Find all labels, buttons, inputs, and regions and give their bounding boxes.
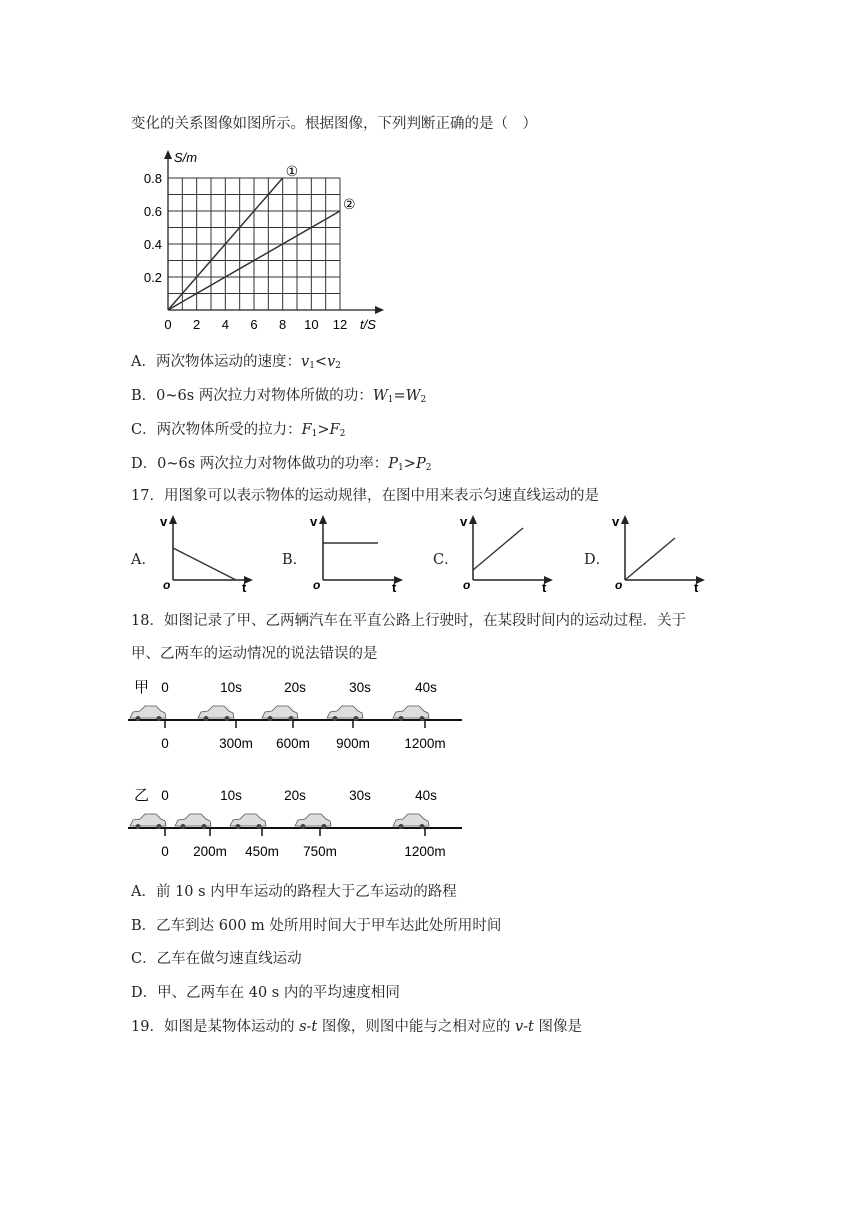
option-18-c: C．乙车在做匀速直线运动 (131, 951, 302, 967)
v-axis-arrow (169, 515, 177, 524)
distance-label: 0 (161, 736, 169, 751)
origin-label: o (615, 578, 623, 592)
time-label: 30s (349, 680, 371, 695)
x-tick-label: 12 (332, 317, 348, 332)
origin-label: o (163, 578, 171, 592)
car-icon (393, 706, 429, 721)
t-axis-label: t (542, 580, 547, 592)
time-label: 10s (220, 788, 242, 803)
car-icon (327, 706, 363, 721)
option-17-a-label: A． (131, 552, 156, 568)
y-tick-label: 0.2 (143, 270, 162, 285)
distance-label: 600m (276, 736, 310, 751)
x-tick-label: 0 (164, 317, 172, 332)
car-icon (393, 814, 429, 829)
graph-line (173, 548, 236, 580)
v-axis-arrow (621, 515, 629, 524)
car-icon (295, 814, 331, 829)
x-tick-label: 10 (304, 317, 319, 332)
question-18-line2: 甲、乙两车的运动情况的说法错误的是 (131, 646, 378, 662)
option-16-d: D．0~6s 两次拉力对物体做功的功率：$P_1>P_2$ (131, 456, 432, 473)
v-axis-label: v (310, 514, 318, 529)
car-icon (230, 814, 266, 829)
origin-label: o (463, 578, 471, 592)
option-18-a: A．前 10 s 内甲车运动的路程大于乙车运动的路程 (131, 884, 457, 900)
distance-label: 1200m (404, 736, 446, 751)
y-tick-label: 0.4 (143, 237, 162, 252)
question-17-stem: 17．用图象可以表示物体的运动规律，在图中用来表示匀速直线运动的是 (131, 488, 599, 504)
graph-line (473, 528, 523, 570)
distance-label: 0 (161, 844, 169, 859)
y-axis-arrow (164, 150, 172, 159)
time-label: 20s (284, 788, 306, 803)
car-diagram-jia (128, 672, 468, 754)
series-label-2: ② (343, 196, 356, 212)
option-16-c: C．两次物体所受的拉力：$F_1>F_2$ (131, 422, 346, 439)
option-17-c-label: C． (433, 552, 459, 568)
time-label: 30s (349, 788, 371, 803)
car-label: 甲 (134, 679, 150, 696)
x-tick-label: 2 (193, 317, 201, 332)
y-axis-label: S/m (174, 150, 198, 165)
v-axis-label: v (612, 514, 620, 529)
option-17-c-graph (458, 512, 558, 592)
time-label: 10s (220, 680, 242, 695)
option-17-d-label: D． (584, 552, 611, 568)
x-tick-label: 8 (279, 317, 287, 332)
origin-label: o (313, 578, 321, 592)
time-label: 0 (161, 680, 169, 695)
x-axis-label: t/S (360, 317, 376, 332)
distance-label: 300m (219, 736, 253, 751)
option-17-d-graph (610, 512, 710, 592)
x-tick-label: 4 (221, 317, 229, 332)
x-tick-label: 6 (250, 317, 258, 332)
time-label: 40s (415, 680, 437, 695)
car-icon (175, 814, 211, 829)
car-label: 乙 (134, 787, 150, 804)
time-label: 40s (415, 788, 437, 803)
car-icon (130, 706, 166, 721)
question-19-stem: 19．如图是某物体运动的 s-t 图像，则图中能与之相对应的 v-t 图像是 (131, 1019, 582, 1035)
option-16-b: B．0~6s 两次拉力对物体所做的功：$W_1=W_2$ (131, 388, 427, 405)
t-axis-label: t (392, 580, 397, 592)
option-17-b-label: B． (282, 552, 308, 568)
car-icon (130, 814, 166, 829)
option-18-b: B．乙车到达 600 m 处所用时间大于甲车达此处所用时间 (131, 918, 502, 934)
car-icon (262, 706, 298, 721)
s-t-chart (130, 148, 400, 338)
distance-label: 200m (193, 844, 227, 859)
t-axis-label: t (694, 580, 699, 592)
distance-label: 450m (245, 844, 279, 859)
distance-label: 900m (336, 736, 370, 751)
x-axis-arrow (375, 306, 384, 314)
option-18-d: D．甲、乙两车在 40 s 内的平均速度相同 (131, 985, 400, 1001)
distance-label: 1200m (404, 844, 446, 859)
car-icon (198, 706, 234, 721)
option-17-b-graph (308, 512, 408, 592)
option-17-a-graph (158, 512, 258, 592)
time-label: 0 (161, 788, 169, 803)
v-axis-label: v (160, 514, 168, 529)
distance-label: 750m (303, 844, 337, 859)
y-tick-label: 0.8 (143, 171, 162, 186)
question-18-line1: 18．如图记录了甲、乙两辆汽车在平直公路上行驶时，在某段时间内的运动过程．关于 (131, 613, 686, 629)
question-16-stem: 变化的关系图像如图所示。根据图像，下列判断正确的是（ ） (131, 116, 537, 132)
series-label-1: ① (285, 163, 299, 179)
car-diagram-yi (128, 780, 468, 862)
v-axis-arrow (319, 515, 327, 524)
v-axis-label: v (460, 514, 468, 529)
graph-line (625, 538, 675, 580)
option-16-a: A．两次物体运动的速度：$v_1<v_2$ (131, 354, 342, 371)
y-tick-label: 0.6 (143, 204, 162, 219)
time-label: 20s (284, 680, 306, 695)
t-axis-label: t (242, 580, 247, 592)
v-axis-arrow (469, 515, 477, 524)
